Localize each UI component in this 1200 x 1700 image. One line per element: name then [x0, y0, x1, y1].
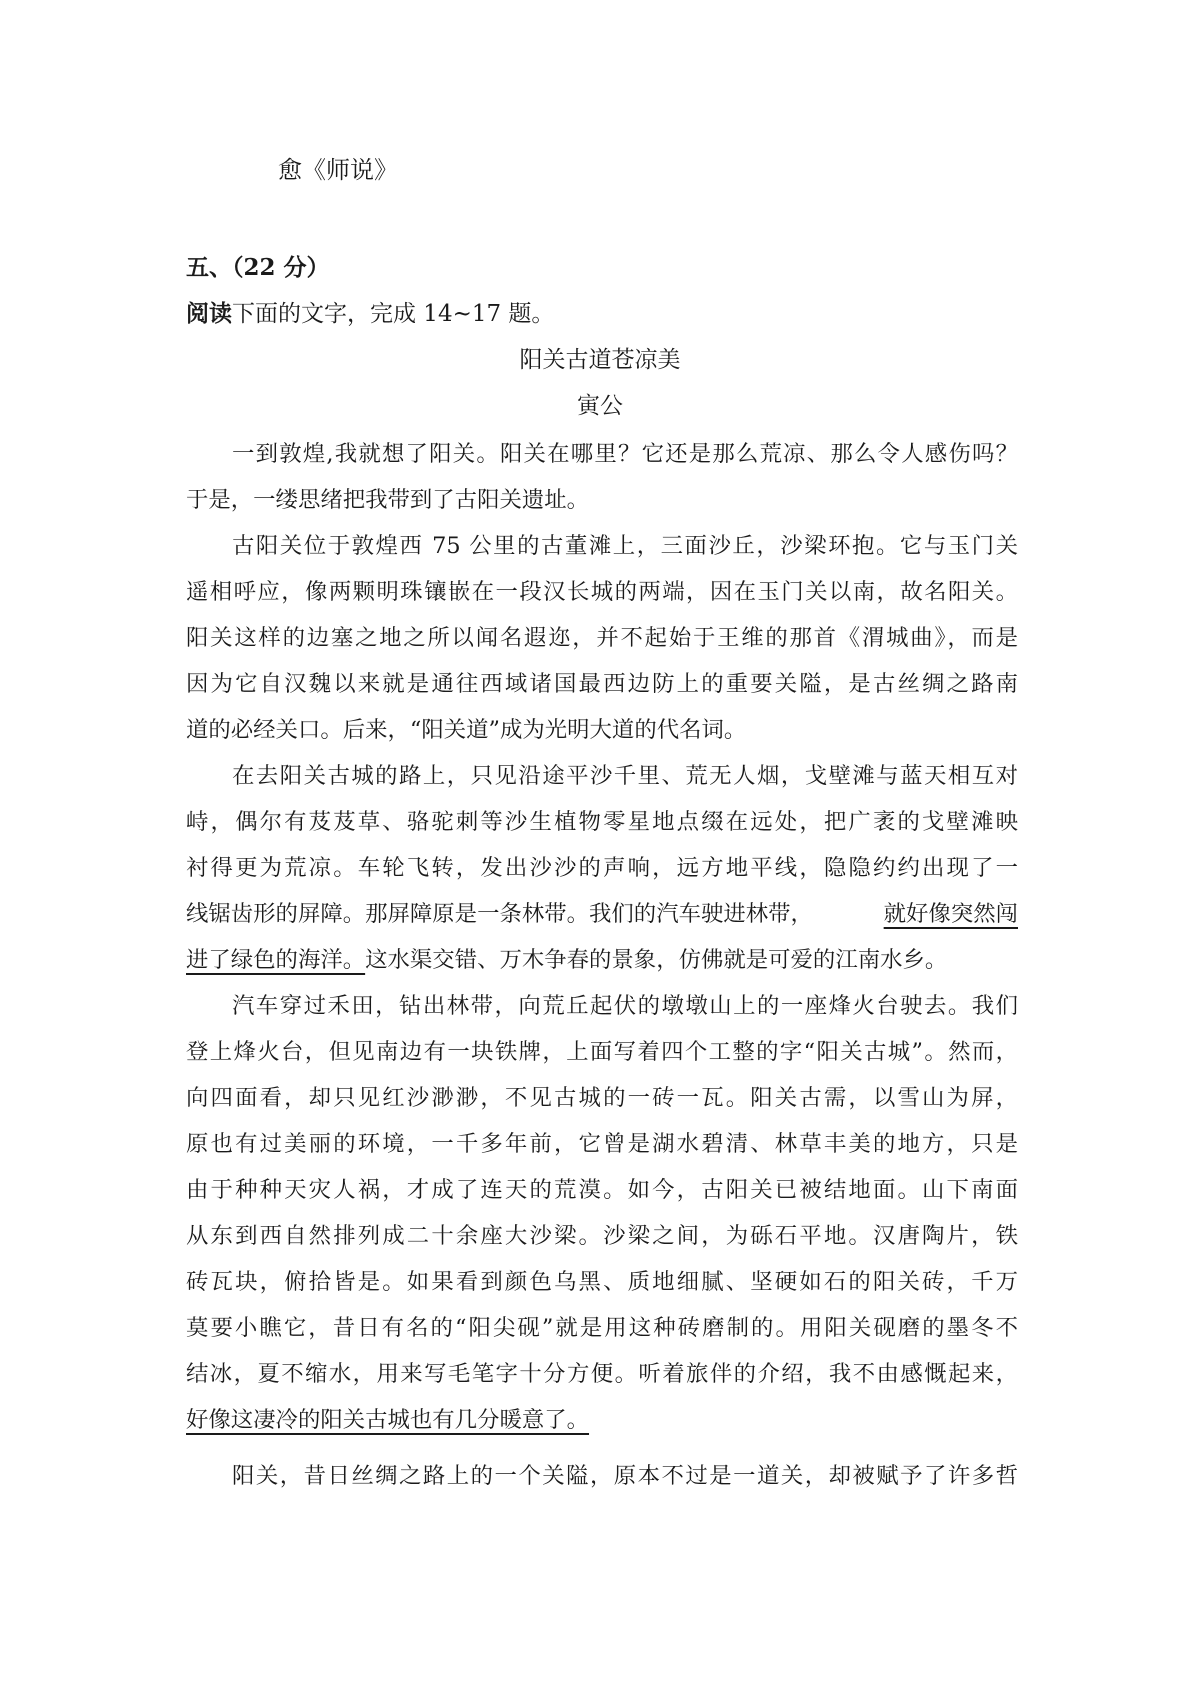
article-line: 莫要小瞧它，昔日有名的“阳尖砚”就是用这种砖磨制的。用阳关砚磨的墨冬不: [186, 1315, 1018, 1341]
instruction-bold-word: 阅读: [186, 300, 232, 327]
article-line: 从东到西自然排列成二十余座大沙梁。沙梁之间，为砾石平地。汉唐陶片，铁: [186, 1223, 1018, 1249]
section-heading: 五、（22 分）: [186, 254, 330, 281]
article-line: 砖瓦块，俯拾皆是。如果看到颜色乌黑、质地细腻、坚硬如石的阳关砖，千万: [186, 1269, 1018, 1295]
instruction-text: 下面的文字，完成 14~17 题。: [232, 301, 555, 327]
article-line: 因为它自汉魏以来就是通往西域诸国最西边防上的重要关隘，是古丝绸之路南: [186, 671, 1018, 697]
article-line-segment: 线锯齿形的屏障。那屏障原是一条林带。我们的汽车驶进林带，: [186, 901, 813, 927]
article-line: 结冰，夏不缩水，用来写毛笔字十分方便。听着旅伴的介绍，我不由感慨起来，: [186, 1361, 1018, 1387]
article-line: [186, 1402, 589, 1438]
article-line: 于是，一缕思绪把我带到了古阳关遗址。: [186, 487, 590, 513]
previous-passage-fragment: 愈《师说》: [278, 156, 398, 184]
article-line: 登上烽火台，但见南边有一块铁牌，上面写着四个工整的字“阳关古城”。然而，: [186, 1039, 1018, 1065]
underlined-sentence-1a: 就好像突然闯: [883, 901, 1018, 927]
article-author: 寅公: [577, 393, 623, 419]
article-line: [186, 896, 1018, 932]
article-line: 汽车穿过禾田，钻出林带，向荒丘起伏的墩墩山上的一座烽火台驶去。我们: [232, 993, 1018, 1019]
article-line: 原也有过美丽的环境，一千多年前，它曾是湖水碧清、林草丰美的地方，只是: [186, 1131, 1018, 1157]
reading-instruction: [186, 296, 554, 332]
article-line: 阳关，昔日丝绸之路上的一个关隘，原本不过是一道关，却被赋予了许多哲: [232, 1463, 1018, 1489]
article-line: 向四面看，却只见红沙渺渺，不见古城的一砖一瓦。阳关古需，以雪山为屏，: [186, 1085, 1018, 1111]
article-line: 在去阳关古城的路上，只见沿途平沙千里、荒无人烟，戈壁滩与蓝天相互对: [232, 763, 1018, 789]
article-line: 道的必经关口。后来，“阳关道”成为光明大道的代名词。: [186, 717, 747, 743]
article-line: 古阳关位于敦煌西 75 公里的古董滩上，三面沙丘，沙梁环抱。它与玉门关: [232, 533, 1018, 559]
underlined-sentence-1b: 进了绿色的海洋。: [186, 947, 366, 973]
article-line-segment: 这水渠交错、万木争春的景象，仿佛就是可爱的江南水乡。: [365, 947, 948, 973]
article-line: 峙，偶尔有芨芨草、骆驼刺等沙生植物零星地点缀在远处，把广袤的戈壁滩映: [186, 809, 1018, 835]
article-line: [186, 942, 947, 978]
article-title: 阳关古道苍凉美: [519, 347, 681, 373]
article-line: 一到敦煌,我就想了阳关。阳关在哪里？它还是那么荒凉、那么令人感伤吗？: [232, 441, 1018, 467]
article-line: 衬得更为荒凉。车轮飞转，发出沙沙的声响，远方地平线，隐隐约约出现了一: [186, 855, 1018, 881]
article-line: 阳关这样的边塞之地之所以闻名遐迩，并不起始于王维的那首《渭城曲》，而是: [186, 625, 1018, 651]
article-line: 遥相呼应，像两颗明珠镶嵌在一段汉长城的两端，因在玉门关以南，故名阳关。: [186, 579, 1018, 605]
article-line: 由于种种天灾人祸，才成了连天的荒漠。如今，古阳关已被结地面。山下南面: [186, 1177, 1018, 1203]
underlined-sentence-2: 好像这凄冷的阳关古城也有几分暖意了。: [186, 1407, 590, 1433]
